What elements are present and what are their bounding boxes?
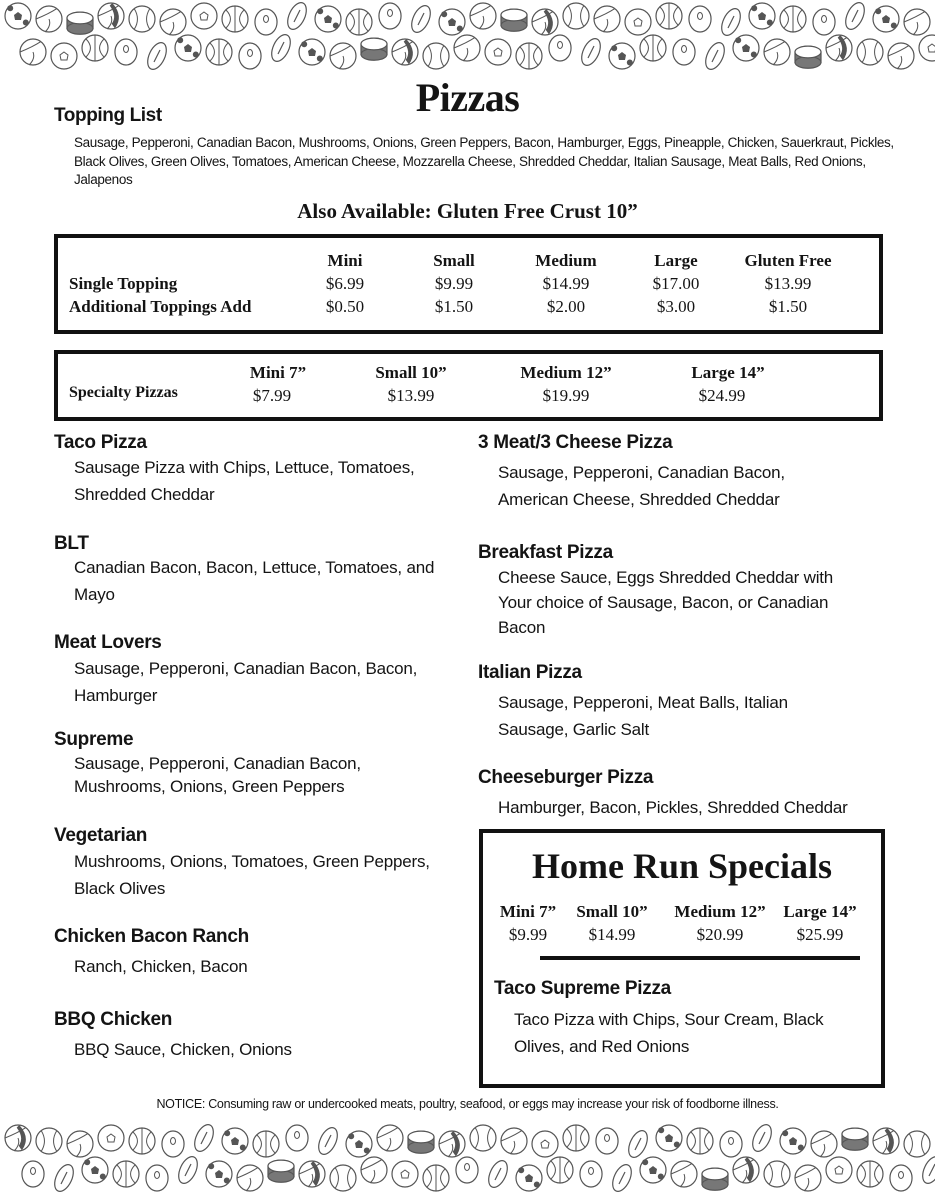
cue-ball-icon xyxy=(890,1165,912,1191)
basketball-ball-icon xyxy=(129,1128,155,1154)
soccer-ball-icon xyxy=(919,35,935,61)
soccer-ball-icon xyxy=(873,6,899,32)
price-cell: $1.50 xyxy=(434,297,474,316)
column-header: Mini xyxy=(327,251,363,270)
volleyball-ball-icon xyxy=(470,3,496,29)
soccer-ball-icon xyxy=(640,1157,666,1183)
football-ball-icon xyxy=(718,6,744,39)
puck-ball-icon xyxy=(408,1131,434,1153)
puck-ball-icon xyxy=(842,1128,868,1150)
soccer-ball-icon xyxy=(98,1125,124,1151)
price-cell: $9.99 xyxy=(508,925,548,944)
volleyball-ball-icon xyxy=(67,1131,93,1157)
basketball-ball-icon xyxy=(687,1128,713,1154)
specialty-price-table xyxy=(54,350,883,421)
column-header: Medium 12” xyxy=(520,363,612,382)
cue-ball-icon xyxy=(22,1161,44,1187)
soccer-ball-icon xyxy=(191,3,217,29)
menu-item-name: Cheeseburger Pizza xyxy=(478,767,654,788)
volleyball-ball-icon xyxy=(904,9,930,35)
cue-ball-icon xyxy=(239,43,261,69)
soccer-ball-icon xyxy=(532,1131,558,1157)
basketball-ball-icon xyxy=(113,1161,139,1187)
menu-item-description: Mushrooms, Onions, Tomatoes, Green Peppers, Black Olives xyxy=(74,852,430,898)
football-ball-icon xyxy=(919,1154,935,1187)
basketball-ball-icon xyxy=(423,1165,449,1191)
price-cell: $6.99 xyxy=(325,274,365,293)
menu-item-name: BLT xyxy=(54,533,89,554)
volleyball-ball-icon xyxy=(439,1131,465,1157)
menu-item-description: Canadian Bacon, Bacon, Lettuce, Tomatoes, and Mayo xyxy=(74,558,435,604)
volleyball-ball-icon xyxy=(20,39,46,65)
menu-item-description: Taco Pizza with Chips, Sour Cream, Black Olives, and Red Onions xyxy=(514,1010,824,1056)
volleyball-ball-icon xyxy=(873,1128,899,1154)
column-header: Medium 12” xyxy=(674,902,766,921)
puck-ball-icon xyxy=(268,1160,294,1182)
basketball-ball-icon xyxy=(82,35,108,61)
soccer-ball-icon xyxy=(733,35,759,61)
cue-ball-icon xyxy=(813,9,835,35)
menu-item-name: 3 Meat/3 Cheese Pizza xyxy=(478,432,673,453)
football-ball-icon xyxy=(842,0,868,32)
football-ball-icon xyxy=(51,1162,77,1195)
menu-item-description: Ranch, Chicken, Bacon xyxy=(74,957,248,976)
baseball-ball-icon xyxy=(857,39,883,65)
soccer-ball-icon xyxy=(485,39,511,65)
page-title: Pizzas xyxy=(415,75,520,120)
price-cell: $25.99 xyxy=(796,925,844,944)
soccer-ball-icon xyxy=(826,1157,852,1183)
soccer-ball-icon xyxy=(315,6,341,32)
column-header: Mini 7” xyxy=(499,902,557,921)
cue-ball-icon xyxy=(379,3,401,29)
menu-item-description: Hamburger, Bacon, Pickles, Shredded Cheddar xyxy=(498,798,848,817)
football-ball-icon xyxy=(485,1158,511,1191)
football-ball-icon xyxy=(268,32,294,65)
column-header: Medium xyxy=(535,251,597,270)
menu-item-description: Sausage, Pepperoni, Canadian Bacon, Mushrooms, Onions, Green Peppers xyxy=(74,754,361,796)
column-header: Large xyxy=(654,251,698,270)
column-header: Small 10” xyxy=(576,902,648,921)
price-cell: $20.99 xyxy=(696,925,744,944)
basketball-ball-icon xyxy=(253,1131,279,1157)
basic-price-table xyxy=(54,234,883,334)
volleyball-ball-icon xyxy=(826,35,852,61)
cue-ball-icon xyxy=(549,35,571,61)
sports-balls-border-top xyxy=(0,0,935,80)
puck-ball-icon xyxy=(67,12,93,34)
price-cell: $17.00 xyxy=(652,274,700,293)
volleyball-ball-icon xyxy=(594,6,620,32)
football-ball-icon xyxy=(625,1128,651,1161)
basketball-ball-icon xyxy=(563,1125,589,1151)
menu-item-name: BBQ Chicken xyxy=(54,1009,173,1030)
price-cell: $14.99 xyxy=(542,274,590,293)
menu-item-description: Sausage, Pepperoni, Meat Balls, Italian Sausage, Garlic Salt xyxy=(498,693,788,739)
cue-ball-icon xyxy=(596,1128,618,1154)
cue-ball-icon xyxy=(255,9,277,35)
volleyball-ball-icon xyxy=(795,1165,821,1191)
column-header: Large 14” xyxy=(783,902,857,921)
puck-ball-icon xyxy=(361,38,387,60)
soccer-ball-icon xyxy=(625,9,651,35)
price-cell: $19.99 xyxy=(542,386,590,405)
price-cell: $13.99 xyxy=(764,274,812,293)
volleyball-ball-icon xyxy=(454,35,480,61)
soccer-ball-icon xyxy=(346,1131,372,1157)
menu-item-description: BBQ Sauce, Chicken, Onions xyxy=(74,1040,292,1059)
baseball-ball-icon xyxy=(904,1131,930,1157)
cue-ball-icon xyxy=(720,1131,742,1157)
football-ball-icon xyxy=(144,40,170,73)
soccer-ball-icon xyxy=(222,1128,248,1154)
football-ball-icon xyxy=(315,1125,341,1158)
price-cell: $2.00 xyxy=(546,297,586,316)
soccer-ball-icon xyxy=(82,1157,108,1183)
basketball-ball-icon xyxy=(780,6,806,32)
soccer-ball-icon xyxy=(206,1161,232,1187)
volleyball-ball-icon xyxy=(377,1125,403,1151)
menu-item-name: Meat Lovers xyxy=(54,632,162,653)
price-cell: $13.99 xyxy=(387,386,435,405)
sports-balls-pattern xyxy=(0,0,935,80)
football-ball-icon xyxy=(749,1122,775,1154)
column-header: Large 14” xyxy=(691,363,765,382)
column-header: Mini 7” xyxy=(249,363,307,382)
soccer-ball-icon xyxy=(299,39,325,65)
menu-item-name: Chicken Bacon Ranch xyxy=(54,926,249,947)
cue-ball-icon xyxy=(286,1125,308,1151)
price-cell: $3.00 xyxy=(656,297,696,316)
home-run-specials-title: Home Run Specials xyxy=(531,846,833,886)
football-ball-icon xyxy=(609,1162,635,1195)
volleyball-ball-icon xyxy=(5,1125,31,1151)
cue-ball-icon xyxy=(689,6,711,32)
volleyball-ball-icon xyxy=(532,9,558,35)
soccer-ball-icon xyxy=(439,9,465,35)
baseball-ball-icon xyxy=(470,1125,496,1151)
baseball-ball-icon xyxy=(129,6,155,32)
football-ball-icon xyxy=(408,3,434,36)
football-ball-icon xyxy=(191,1122,217,1154)
price-cell: $0.50 xyxy=(325,297,365,316)
topping-list-text: Sausage, Pepperoni, Canadian Bacon, Mushrooms, Onions, Green Peppers, Bacon, Hamburger, Eggs, Pineapple, Chicken, Sauerkraut, Pickles, Black Olives, Green Olives, Tomatoes, American Cheese, Mozzarella Cheese, Shredded Cheddar, Italian Sausage, Meat Balls, Red Onions, Jalapenos xyxy=(74,135,894,187)
baseball-ball-icon xyxy=(36,1128,62,1154)
basketball-ball-icon xyxy=(206,39,232,65)
price-cell: $24.99 xyxy=(698,386,746,405)
puck-ball-icon xyxy=(795,46,821,68)
football-ball-icon xyxy=(578,36,604,69)
puck-ball-icon xyxy=(501,9,527,31)
basketball-ball-icon xyxy=(222,6,248,32)
baseball-ball-icon xyxy=(330,1165,356,1191)
baseball-ball-icon xyxy=(764,1161,790,1187)
volleyball-ball-icon xyxy=(671,1161,697,1187)
menu-item-name: Vegetarian xyxy=(54,825,148,846)
soccer-ball-icon xyxy=(5,3,31,29)
basketball-ball-icon xyxy=(516,43,542,69)
basketball-ball-icon xyxy=(346,9,372,35)
also-available-banner: Also Available: Gluten Free Crust 10” xyxy=(297,199,638,223)
volleyball-ball-icon xyxy=(392,39,418,65)
topping-list-heading: Topping List xyxy=(54,105,162,126)
food-safety-notice: NOTICE: Consuming raw or undercooked meats, poultry, seafood, or eggs may increase your risk of foodborne illness. xyxy=(156,1097,779,1111)
volleyball-ball-icon xyxy=(501,1128,527,1154)
menu-item-name: Supreme xyxy=(54,729,134,750)
cue-ball-icon xyxy=(162,1131,184,1157)
football-ball-icon xyxy=(702,40,728,73)
volleyball-ball-icon xyxy=(811,1131,837,1157)
volleyball-ball-icon xyxy=(160,9,186,35)
price-cell: $7.99 xyxy=(252,386,292,405)
price-cell: $14.99 xyxy=(588,925,636,944)
column-header: Small xyxy=(433,251,475,270)
cue-ball-icon xyxy=(456,1157,478,1183)
soccer-ball-icon xyxy=(780,1128,806,1154)
home-run-specials-box xyxy=(479,829,885,1088)
menu-item-name: Breakfast Pizza xyxy=(478,542,613,563)
basketball-ball-icon xyxy=(857,1161,883,1187)
volleyball-ball-icon xyxy=(733,1157,759,1183)
volleyball-ball-icon xyxy=(98,3,124,29)
menu-item-description: Sausage, Pepperoni, Canadian Bacon, American Cheese, Shredded Cheddar xyxy=(498,463,785,509)
sports-balls-pattern xyxy=(0,1122,935,1202)
volleyball-ball-icon xyxy=(764,39,790,65)
row-label: Single Topping xyxy=(69,274,178,293)
basketball-ball-icon xyxy=(640,35,666,61)
basketball-ball-icon xyxy=(547,1157,573,1183)
menu-item-name: Taco Supreme Pizza xyxy=(494,978,671,999)
divider xyxy=(540,956,860,960)
cue-ball-icon xyxy=(673,39,695,65)
volleyball-ball-icon xyxy=(361,1157,387,1183)
football-ball-icon xyxy=(284,0,310,32)
soccer-ball-icon xyxy=(51,43,77,69)
column-header: Gluten Free xyxy=(744,251,832,270)
soccer-ball-icon xyxy=(392,1161,418,1187)
volleyball-ball-icon xyxy=(299,1161,325,1187)
menu-item-description: Cheese Sauce, Eggs Shredded Cheddar with Your choice of Sausage, Bacon, or Canadian Bacon xyxy=(498,568,834,637)
menu-item-name: Taco Pizza xyxy=(54,432,147,453)
soccer-ball-icon xyxy=(516,1165,542,1191)
menu-item-description: Sausage Pizza with Chips, Lettuce, Tomatoes, Shredded Cheddar xyxy=(74,458,415,504)
row-label: Additional Toppings Add xyxy=(69,297,252,316)
menu-item-description: Sausage, Pepperoni, Canadian Bacon, Bacon, Hamburger xyxy=(74,659,418,705)
price-cell: $1.50 xyxy=(768,297,808,316)
soccer-ball-icon xyxy=(609,43,635,69)
specialty-label: Specialty Pizzas xyxy=(69,384,178,401)
cue-ball-icon xyxy=(146,1165,168,1191)
volleyball-ball-icon xyxy=(237,1165,263,1191)
menu-item-name: Italian Pizza xyxy=(478,662,582,683)
price-cell: $9.99 xyxy=(434,274,474,293)
baseball-ball-icon xyxy=(423,43,449,69)
soccer-ball-icon xyxy=(656,1125,682,1151)
cue-ball-icon xyxy=(115,39,137,65)
sports-balls-border-bottom xyxy=(0,1122,935,1202)
column-header: Small 10” xyxy=(375,363,447,382)
puck-ball-icon xyxy=(702,1168,728,1190)
volleyball-ball-icon xyxy=(36,6,62,32)
football-ball-icon xyxy=(175,1154,201,1187)
cue-ball-icon xyxy=(580,1161,602,1187)
basketball-ball-icon xyxy=(656,3,682,29)
baseball-ball-icon xyxy=(563,3,589,29)
volleyball-ball-icon xyxy=(330,43,356,69)
soccer-ball-icon xyxy=(749,3,775,29)
volleyball-ball-icon xyxy=(888,43,914,69)
soccer-ball-icon xyxy=(175,35,201,61)
